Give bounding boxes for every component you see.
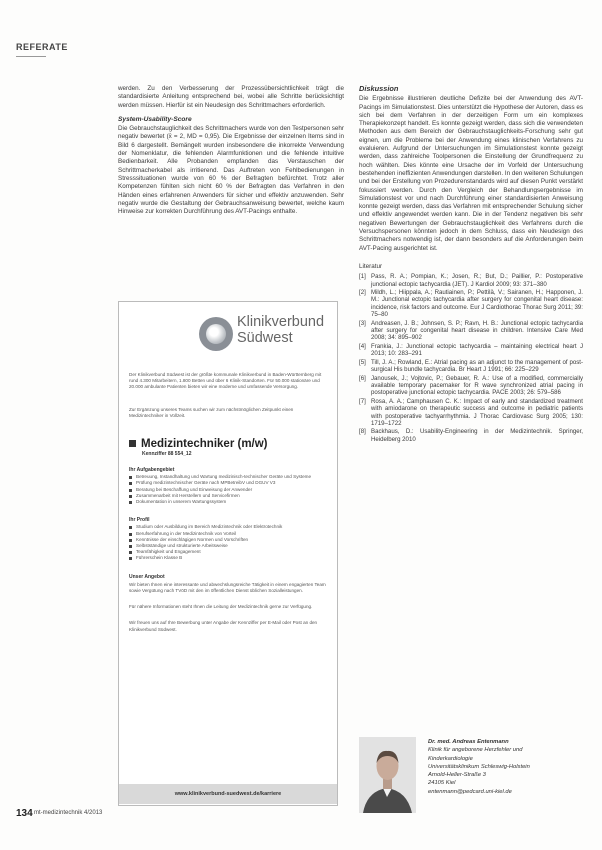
profile-list bbox=[129, 524, 329, 561]
ad-intro2: Zur Ergänzung unseres Teams suchen wir zum nächstmöglichen Zeitpunkt einen Medizintechniker in Vollzeit. bbox=[129, 407, 294, 419]
ad-details bbox=[129, 462, 329, 633]
author-line: Universitätsklinikum Schleswig-Holstein bbox=[428, 763, 530, 770]
ref-text: Till, J. A.; Rowland, E.: Atrial pacing as an adjunct to the management of post-surgical His bundle tachycardia. Br Heart J 1991; 66: 225–229 bbox=[371, 358, 583, 374]
ref-number: [8] bbox=[359, 428, 366, 436]
list-item bbox=[359, 359, 583, 374]
list-item bbox=[359, 343, 583, 358]
list-item bbox=[359, 428, 583, 443]
ref-number: [1] bbox=[359, 273, 366, 281]
ref-text: Mildh, L.; Hiippala, A.; Rautiainen, P.; Pettilä, V.; Sairanen, H.; Happonen, J. M.: Junctional ectopic tachycardia after surgery for congenital heart disease: incidence, risk factors and outcome. Eur J Cardiothorac Thorac Surg 2011; 39: 75–80 bbox=[371, 289, 583, 319]
ref-text: Backhaus, D.: Usability-Engineering in der Medizintechnik. Springer, Heidelberg 2010 bbox=[371, 428, 583, 443]
profile-heading: Ihr Profil bbox=[129, 517, 150, 524]
author-line: Klinik für angeborene Herzfehler und bbox=[428, 747, 523, 754]
page-number: 134 bbox=[16, 808, 33, 819]
discussion-heading: Diskussion bbox=[359, 84, 399, 93]
ref-text: Andreasen, J. B.; Johnsen, S. P.; Ravn, H. B.: Junctional ectopic tachycardia after surgery for congenital heart disease in children. Intensive Care Med 2008; 34: 895–902 bbox=[371, 319, 583, 342]
left-column bbox=[118, 85, 344, 216]
ref-text: Pass, R. A.; Pompian, K.; Josen, R.; But, D.; Paillier, P.: Postoperative junctional ectopic tachycardia (JET). J Kardiol 2009; 93: 371–380 bbox=[371, 273, 583, 288]
ref-text: Rosa, A. A.; Camphausen C. K.: Impact of early and standardized treatment with amiodarone on therapeutic success and outcome in pediatric patients with postoperative tachyarrhythmia. J Thorac Cardiovasc Surg 2005; 130: 1719–1722 bbox=[371, 397, 583, 427]
header-rule bbox=[16, 56, 46, 57]
usability-subheading: System-Usability-Score bbox=[118, 115, 192, 123]
ref-number: [2] bbox=[359, 289, 366, 297]
author-email[interactable]: entenmann@pedcard.uni-kiel.de bbox=[428, 788, 512, 795]
ad-url-link[interactable]: www.klinikverbund-suedwest.de/karriere bbox=[119, 784, 337, 804]
list-item bbox=[359, 289, 583, 319]
logo-inner-icon bbox=[206, 324, 226, 344]
author-name: Dr. med. Andreas Entenmann bbox=[428, 739, 509, 745]
literature-list bbox=[359, 273, 583, 443]
list-item bbox=[359, 320, 583, 342]
author-portrait-icon bbox=[359, 737, 416, 813]
list-item: Berufserfahrung in der Medizintechnik von Vorteil bbox=[129, 531, 329, 537]
literature-heading: Literatur bbox=[359, 262, 383, 270]
list-item: Studium oder Ausbildung im Bereich Medizintechnik oder Elektrotechnik bbox=[129, 524, 329, 530]
list-item: Prüfung medizintechnischer Geräte nach MPBetreibV und DGUV V3 bbox=[129, 480, 329, 486]
usability-paragraph: Die Gebrauchstauglichkeit des Schrittmachers wurde von den Testpersonen sehr negativ bewertet (x̄ = 2, MD = 0,95). Die Ergebnisse der einzelnen Items sind in Bild 6 dargestellt. Bemängelt wurden insbesondere die inkorrekte Verwendung der Nomenklatur, die fehlenden Alarmfunktionen und die fehlende intuitive Bedienbarkeit. Alle Probanden empfanden das Verstauschen der Schrittmacherkabel als irritierend. Das Auftreten von Fehlbedienungen in Stresssituationen wurde von 60 % der Befragten befürchtet. Trotz aller Kompetenzen fühlten sich nicht 60 % der Befragten das Verfahren in den Händen eines erfahrenen Anwenders für sicher und effektiv anzuwenden. Sehr negativ wurde die Gestaltung der Gebrauchsanweisung bewertet, welche kaum Hinweise zur korrekten Durchführung des AVT-Pacings enthalte. bbox=[118, 125, 344, 216]
list-item: Selbstständige und strukturierte Arbeitsweise bbox=[129, 543, 329, 549]
list-item: Teamfähigkeit und Engagement bbox=[129, 549, 329, 555]
ref-number: [6] bbox=[359, 374, 366, 382]
list-item: Betreuung, Instandhaltung und Wartung medizinisch-technischer Geräte und Systeme bbox=[129, 474, 329, 480]
list-item bbox=[359, 273, 583, 288]
ad-intro: Der Klinikverbund Südwest ist der größte kommunale Klinikverbund in Baden-Württemberg mit rund 4.300 Mitarbeitern, 1.800 Betten und über 6 Klinik-Standorten. Für 50.000 stationäre und 20.000 ambulante Patienten bieten wir eine moderne und umfassende Versorgung. bbox=[129, 372, 322, 390]
list-item: Kenntnisse der einschlägigen Normen und Vorschriften bbox=[129, 537, 329, 543]
section-header: REFERATE bbox=[16, 42, 68, 52]
offer-heading: Unser Angebot bbox=[129, 573, 165, 580]
author-photo bbox=[359, 737, 416, 813]
ref-text: Frankia, J.: Junctional ectopic tachycardia – maintaining electrical heart J 2013; 10: 283–291 bbox=[371, 342, 583, 358]
ad-brand: Klinikverbund Südwest bbox=[237, 314, 325, 346]
left-intro-paragraph: werden. Zu den Verbesserung der Prozessübersichtlichkeit trägt die standardisierte Anleitung entsprechend bei, wobei alle Schritte berücksichtigt werden müssen. Hierfür ist ein Neudesign des Schrittmachers erforderlich. bbox=[118, 85, 344, 109]
ad-job-title: Medizintechniker (m/w) bbox=[141, 437, 268, 450]
author-info bbox=[428, 738, 584, 796]
ref-number: [4] bbox=[359, 342, 366, 350]
job-advertisement bbox=[118, 301, 338, 806]
square-bullet-icon bbox=[129, 440, 136, 447]
list-item bbox=[359, 398, 583, 428]
list-item: Führerschein Klasse B bbox=[129, 555, 329, 561]
tasks-list bbox=[129, 474, 329, 505]
offer-text: Wir bieten Ihnen eine interessante und abwechslungsreiche Tätigkeit in einem engagierten Team sowie Vergütung nach TVöD mit den im öffentlichen Dienst üblichen Sozialleistungen. bbox=[129, 581, 326, 594]
right-column bbox=[359, 85, 583, 444]
ref-text: Janousek, J.; Vojtovic, P.; Gebauer, R. A.: Use of a modified, commercially available temporary pacemaker for R wave synchronized atrial pacing in postoperative junctional ectopic tachycardia. PACE 2003; 26: 579–586 bbox=[371, 374, 583, 397]
ref-number: [3] bbox=[359, 319, 366, 327]
author-line: Arnold-Heller-Straße 3 bbox=[428, 772, 486, 779]
list-item: Dokumentation in unserem Wartungssystem bbox=[129, 499, 329, 505]
list-item: Beratung bei Beschaffung und Einweisung der Anwender bbox=[129, 487, 329, 493]
list-item: Zusammenarbeit mit Herstellern und Servicefirmen bbox=[129, 493, 329, 499]
apply-text: Wir freuen uns auf Ihre Bewerbung unter Angabe der Kennziffer per E-Mail oder Post an den Klinikverbund Südwest. bbox=[129, 620, 318, 632]
author-line: Kinderkardiologie bbox=[428, 755, 473, 762]
author-line: 24105 Kiel bbox=[428, 780, 456, 787]
journal-name: mt-medizintechnik 4/2013 bbox=[34, 810, 103, 816]
discussion-paragraph: Die Ergebnisse illustrieren deutliche Defizite bei der Anwendung des AVT-Pacings im Simulationstest. Dies unterstützt die Hypothese der Autoren, dass es sich bei dem Verfahren in der derzeitigen Form um ein komplexes Therapiekonzept handelt. Es konnte gezeigt werden, dass sich die verwendeten Methoden aus dem Bereich der Gebrauchstauglichkeits-Forschung sehr gut eignen, um die Probleme bei der Anwendung eines klinischen Verfahrens zu evaluieren. Aufgrund der Untersuchungen im Simulationstest konnte gezeigt werden, dass zahlreiche Toolpersonen die Einstellung der Grundfrequenz zu hoch wählten. Dies könnte eine Ursache der im Vorfeld der Untersuchung bestehenden ineffizienten Anwendungen darstellen. In den weiteren Schulungen und bei der Erstellung von Prozedurenstandards wird auf diesen Punkt verstärkt fokussiert werden. Durch den Vergleich der Behandlungsergebnisse im Simulationstest vor und nach Durchführung einer standardisierten Anweisung konnte gezeigt werden, dass das Verfahren mit entsprechender Schulung sicher und effektiv angewendet werden kann. Die in der Tendenz negativen bis sehr negativen Bewertungen der Gebrauchstauglichkeit des Verfahrens durch die Versuchspersonen könnten jedoch in dem Schluss, dass ein Neudesign des Schrittmachers notwendig ist, der dann besonders auf die Anforderungen beim AVT-Pacing ausgerichtet ist. bbox=[359, 95, 584, 252]
ref-number: [7] bbox=[359, 397, 366, 405]
tasks-heading: Ihr Aufgabengebiet bbox=[129, 467, 175, 473]
ref-number: [5] bbox=[359, 358, 366, 366]
list-item bbox=[359, 375, 583, 397]
contact-text: Für nähere Informationen steht Ihnen die Leitung der Medizintechnik gerne zur Verfügung. bbox=[129, 604, 313, 610]
ad-code: Kennziffer 88 554_12 bbox=[142, 451, 192, 457]
